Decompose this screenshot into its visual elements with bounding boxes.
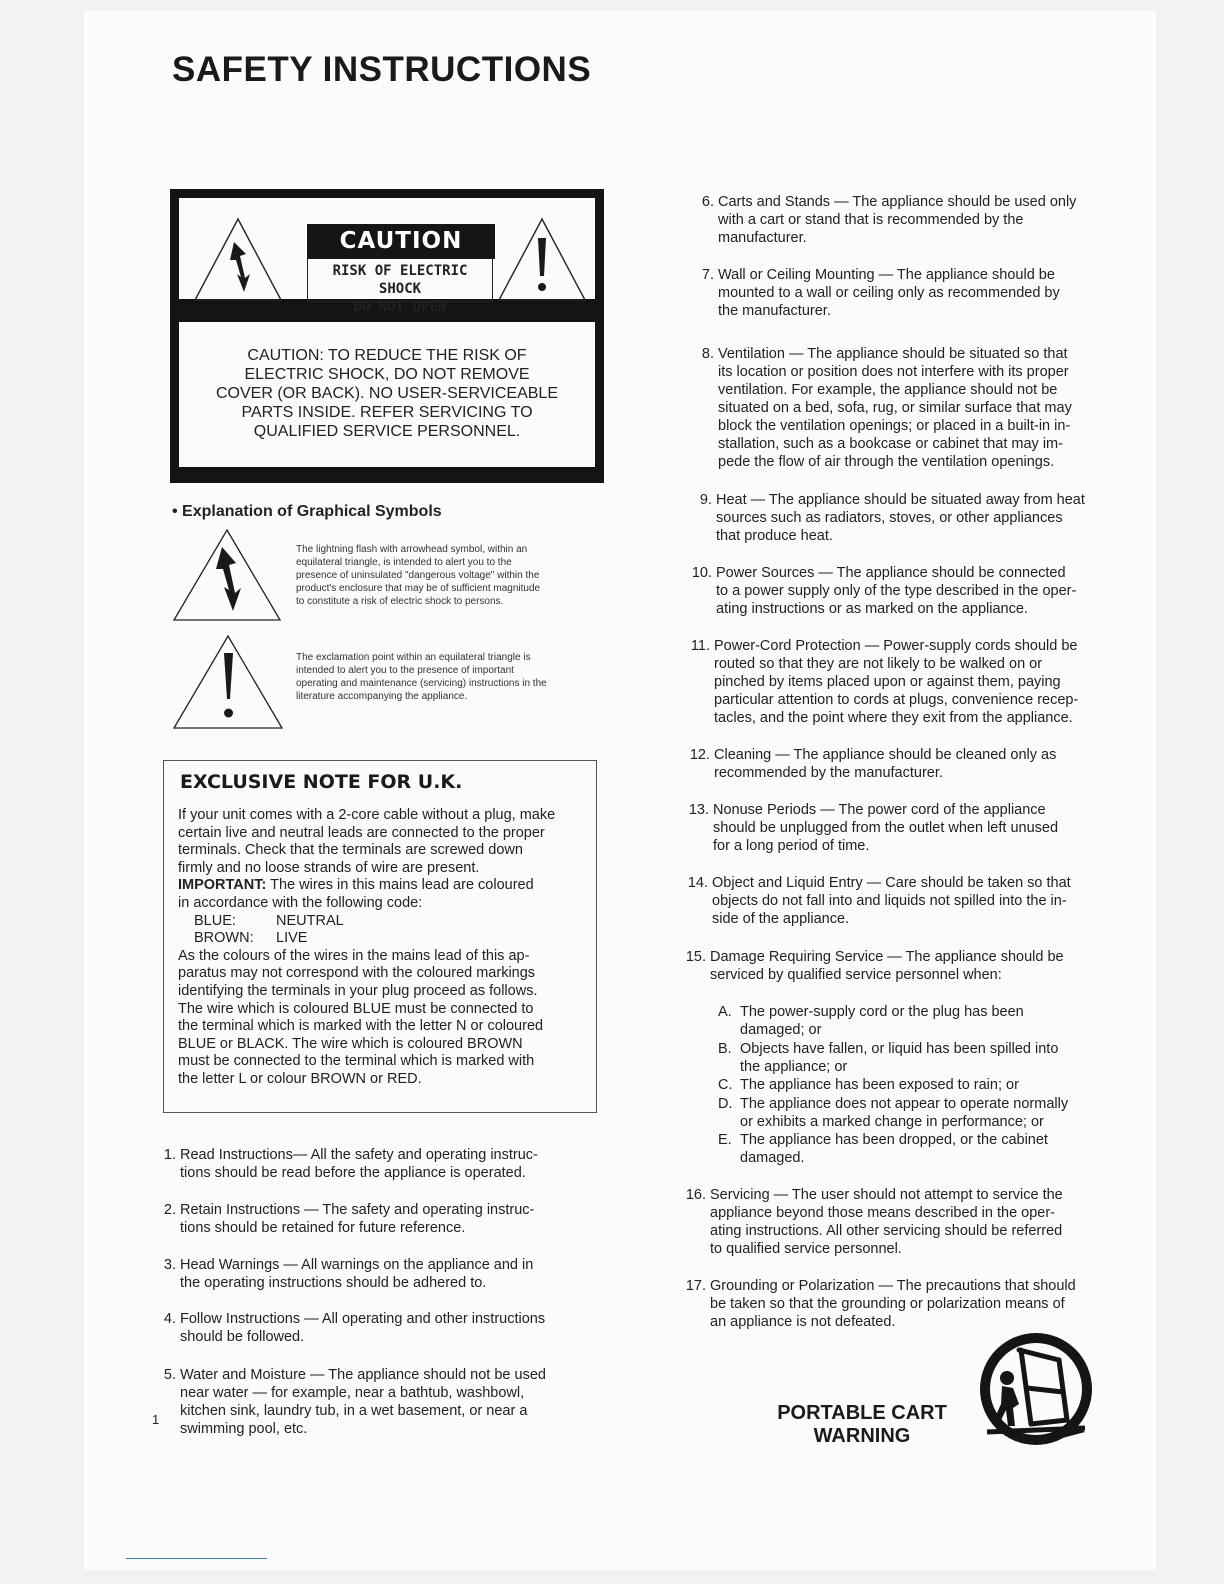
text-line: firmly and no loose strands of wire are present. (178, 859, 480, 876)
item-number: 4. (163, 1311, 176, 1327)
text-line: Grounding or Polarization — The precautions that should (710, 1278, 1076, 1294)
text-line: be taken so that the grounding or polarization means of (710, 1296, 1065, 1312)
item-number: 11. (690, 638, 710, 654)
text-line: ating instructions. All other servicing should be referred (710, 1223, 1063, 1239)
text-line: presence of uninsulated "dangerous voltage" within the (296, 570, 540, 581)
portable-cart-warning (764, 1402, 960, 1448)
text-line: an appliance is not defeated. (710, 1314, 896, 1330)
caution-title: CAUTION (307, 224, 495, 259)
sub-item-text (740, 1095, 1068, 1131)
sub-item-text (740, 1040, 1058, 1076)
text-line: situated on a bed, sofa, rug, or similar surface that may (718, 400, 1072, 416)
text-line: pede the flow of air through the ventilation openings. (718, 454, 1055, 470)
item-number: 1. (163, 1147, 176, 1163)
text-line: The wire which is coloured BLUE must be connected to (178, 1000, 534, 1017)
item-number: 5. (163, 1367, 176, 1383)
item-text (710, 948, 1064, 984)
important-label: IMPORTANT: (178, 877, 267, 894)
wire-color: BROWN: (194, 930, 254, 947)
text-line: intended to alert you to the presence of important (296, 665, 514, 676)
text-line: ventilation. For example, the appliance should not be (718, 382, 1058, 398)
symbols-heading: • Explanation of Graphical Symbols (172, 503, 442, 520)
text-line: Heat — The appliance should be situated away from heat (716, 492, 1085, 508)
text-line: Read Instructions— All the safety and operating instruc- (180, 1147, 538, 1163)
caution-label-box (170, 189, 604, 483)
text-line: to a power supply only of the type described in the oper- (716, 583, 1077, 599)
footer-rule (126, 1558, 267, 1559)
item-text (180, 1310, 545, 1346)
text-line: The lightning flash with arrowhead symbol, within an (296, 544, 528, 555)
text-line: equilateral triangle, is intended to alert you to the (296, 557, 512, 568)
text-line: ating instructions or as marked on the appliance. (716, 601, 1028, 617)
text-line: The appliance does not appear to operate normally (740, 1096, 1069, 1112)
text-line: to constitute a risk of electric shock to persons. (296, 596, 504, 607)
text-line: damaged. (740, 1150, 805, 1166)
item-text (714, 746, 1056, 782)
text-line: stallation, such as a bookcase or cabinet that may im- (718, 436, 1063, 452)
sub-item-letter: B. (718, 1041, 732, 1057)
text-line: in accordance with the following code: (178, 894, 423, 911)
text-line: damaged; or (740, 1022, 822, 1038)
item-number: 15. (685, 949, 706, 965)
sub-item-letter: A. (718, 1004, 732, 1020)
text-line: terminals. Check that the terminals are screwed down (178, 842, 523, 859)
text-line: appliance beyond those means described in the oper- (710, 1205, 1056, 1221)
item-text (710, 1186, 1063, 1258)
text-line: The exclamation point within an equilateral triangle is (296, 652, 531, 663)
text-line: Nonuse Periods — The power cord of the appliance (713, 802, 1046, 818)
sub-item-text (740, 1076, 1019, 1094)
text-line: recommended by the manufacturer. (714, 765, 943, 781)
text-line: Servicing — The user should not attempt to service the (710, 1187, 1063, 1203)
text-line: WARNING (813, 1425, 911, 1447)
item-number: 17. (685, 1278, 706, 1294)
text-line: near water — for example, near a bathtub, washbowl, (180, 1385, 525, 1401)
text-line: objects do not fall into and liquids not spilled into the in- (712, 893, 1067, 909)
caution-message-panel (179, 322, 595, 467)
text-line: must be connected to the terminal which is marked with (178, 1053, 535, 1070)
text-line: certain live and neutral leads are connected to the proper (178, 824, 545, 841)
text-line: As the colours of the wires in the mains lead of this ap- (178, 947, 530, 964)
lightning-symbol-explanation (296, 543, 606, 608)
text-line: product's enclosure that may be of sufficient magnitude (296, 583, 541, 594)
text-line: Wall or Ceiling Mounting — The appliance should be (718, 267, 1055, 283)
text-line: tions should be read before the appliance is operated. (180, 1165, 526, 1181)
page-title: SAFETY INSTRUCTIONS (172, 50, 592, 89)
text-line: with a cart or stand that is recommended by the (718, 212, 1024, 228)
text-line: or exhibits a marked change in performance; or (740, 1114, 1044, 1130)
item-text (718, 266, 1060, 320)
caution-line: ELECTRIC SHOCK, DO NOT REMOVE (244, 366, 530, 383)
caution-line: CAUTION: TO REDUCE THE RISK OF (247, 347, 527, 364)
text-line: routed so that they are not likely to be walked on or (714, 656, 1043, 672)
text-line: literature accompanying the appliance. (296, 691, 468, 702)
item-number: 3. (163, 1257, 176, 1273)
caution-line: COVER (OR BACK). NO USER-SERVICEABLE (216, 385, 558, 402)
lightning-warning-icon (193, 216, 283, 302)
text-line: particular attention to cords at plugs, convenience recep- (714, 692, 1079, 708)
text-line: mounted to a wall or ceiling only as recommended by (718, 285, 1060, 301)
text-line: paratus may not correspond with the coloured markings (178, 965, 536, 982)
item-number: 9. (699, 492, 712, 508)
exclamation-warning-icon (497, 216, 587, 302)
text-line: the appliance; or (740, 1059, 848, 1075)
wire-code-row (178, 930, 590, 948)
sub-item-text (740, 1003, 1024, 1039)
text-line: The power-supply cord or the plug has been (740, 1004, 1024, 1020)
text-line: swimming pool, etc. (180, 1421, 308, 1437)
text-line: to qualified service personnel. (710, 1241, 902, 1257)
text-line: side of the appliance. (712, 911, 850, 927)
item-number: 6. (701, 194, 714, 210)
sub-item-letter: C. (718, 1077, 733, 1093)
text-line: If your unit comes with a 2-core cable without a plug, make (178, 807, 556, 823)
wire-meaning: NEUTRAL (276, 912, 344, 929)
text-line: The wires in this mains lead are coloured (266, 877, 534, 894)
text-line: kitchen sink, laundry tub, in a wet basement, or near a (180, 1403, 528, 1419)
text-line: Follow Instructions — All operating and other instructions (180, 1311, 546, 1327)
text-line: should be unplugged from the outlet when left unused (713, 820, 1059, 836)
text-line: Water and Moisture — The appliance should not be used (180, 1367, 546, 1383)
text-line: should be followed. (180, 1329, 305, 1345)
wire-color: BLUE: (194, 912, 236, 929)
lightning-warning-icon (172, 527, 282, 623)
text-line: The appliance has been dropped, or the cabinet (740, 1132, 1048, 1148)
caution-line: QUALIFIED SERVICE PERSONNEL. (253, 423, 521, 440)
text-line: the manufacturer. (718, 303, 831, 319)
text-line: block the ventilation openings; or placed in a built-in in- (718, 418, 1071, 434)
item-text (718, 345, 1072, 471)
sub-item-letter: E. (718, 1132, 732, 1148)
text-line: PORTABLE CART (777, 1402, 947, 1424)
exclamation-symbol-explanation (296, 651, 606, 703)
item-text (718, 193, 1076, 247)
item-text (180, 1146, 538, 1182)
text-line: for a long period of time. (713, 838, 870, 854)
text-line: tions should be retained for future reference. (180, 1220, 466, 1236)
item-text (180, 1366, 546, 1438)
text-line: the terminal which is marked with the letter N or coloured (178, 1018, 544, 1035)
item-text (180, 1256, 533, 1292)
item-text (714, 637, 1078, 727)
wire-meaning: LIVE (276, 930, 308, 947)
text-line: Power-Cord Protection — Power-supply cords should be (714, 638, 1078, 654)
risk-line-1: RISK OF ELECTRIC SHOCK (332, 263, 468, 297)
item-number: 7. (701, 267, 714, 283)
text-line: Power Sources — The appliance should be connected (716, 565, 1066, 581)
text-line: tacles, and the point where they exit from the appliance. (714, 710, 1073, 726)
text-line: Ventilation — The appliance should be situated so that (718, 346, 1068, 362)
text-line: that produce heat. (716, 528, 833, 544)
item-text (712, 874, 1071, 928)
item-number: 13. (688, 802, 709, 818)
caution-line: PARTS INSIDE. REFER SERVICING TO (241, 404, 533, 421)
risk-notice (307, 259, 493, 315)
text-line: pinched by items placed upon or against them, paying (714, 674, 1061, 690)
item-number: 10. (691, 565, 712, 581)
text-line: serviced by qualified service personnel when: (710, 967, 1002, 983)
text-line: operating and maintenance (servicing) instructions in the (296, 678, 547, 689)
wire-code-row (178, 913, 590, 931)
text-line: its location or position does not interfere with its proper (718, 364, 1069, 380)
text-line: manufacturer. (718, 230, 807, 246)
caution-header (179, 198, 595, 315)
text-line: sources such as radiators, stoves, or other appliances (716, 510, 1063, 526)
risk-line-2: DO NOT OPEN (353, 299, 447, 315)
item-text (713, 801, 1058, 855)
item-number: 16. (685, 1187, 706, 1203)
text-line: the letter L or colour BROWN or RED. (178, 1070, 422, 1087)
item-number: 2. (163, 1202, 176, 1218)
item-text (716, 564, 1076, 618)
text-line: identifying the terminals in your plug proceed as follows. (178, 982, 538, 999)
important-line (178, 877, 590, 895)
item-number: 14. (687, 875, 708, 891)
text-line: BLUE or BLACK. The wire which is coloured BROWN (178, 1035, 523, 1052)
item-text (180, 1201, 534, 1237)
exclamation-warning-icon (172, 633, 284, 731)
text-line: Cleaning — The appliance should be cleaned only as (714, 747, 1057, 763)
page-number: 1 (152, 1412, 160, 1427)
text-line: The appliance has been exposed to rain; or (740, 1077, 1019, 1093)
portable-cart-icon (975, 1328, 1097, 1450)
text-line: Objects have fallen, or liquid has been spilled into (740, 1041, 1059, 1057)
text-line: Retain Instructions — The safety and operating instruc- (180, 1202, 535, 1218)
sub-item-letter: D. (718, 1096, 733, 1112)
uk-note-heading: EXCLUSIVE NOTE FOR U.K. (180, 771, 463, 793)
text-line: Head Warnings — All warnings on the appliance and in (180, 1257, 534, 1273)
uk-note-box (163, 760, 597, 1113)
text-line: Carts and Stands — The appliance should be used only (718, 194, 1077, 210)
item-text (716, 491, 1085, 545)
item-number: 12. (689, 747, 710, 763)
text-line: the operating instructions should be adhered to. (180, 1275, 487, 1291)
text-line: Object and Liquid Entry — Care should be taken so that (712, 875, 1071, 891)
item-number: 8. (701, 346, 714, 362)
uk-note-body (178, 807, 590, 1089)
text-line: Damage Requiring Service — The appliance should be (710, 949, 1064, 965)
caution-message (179, 346, 595, 441)
sub-item-text (740, 1131, 1048, 1167)
item-text (710, 1277, 1076, 1331)
